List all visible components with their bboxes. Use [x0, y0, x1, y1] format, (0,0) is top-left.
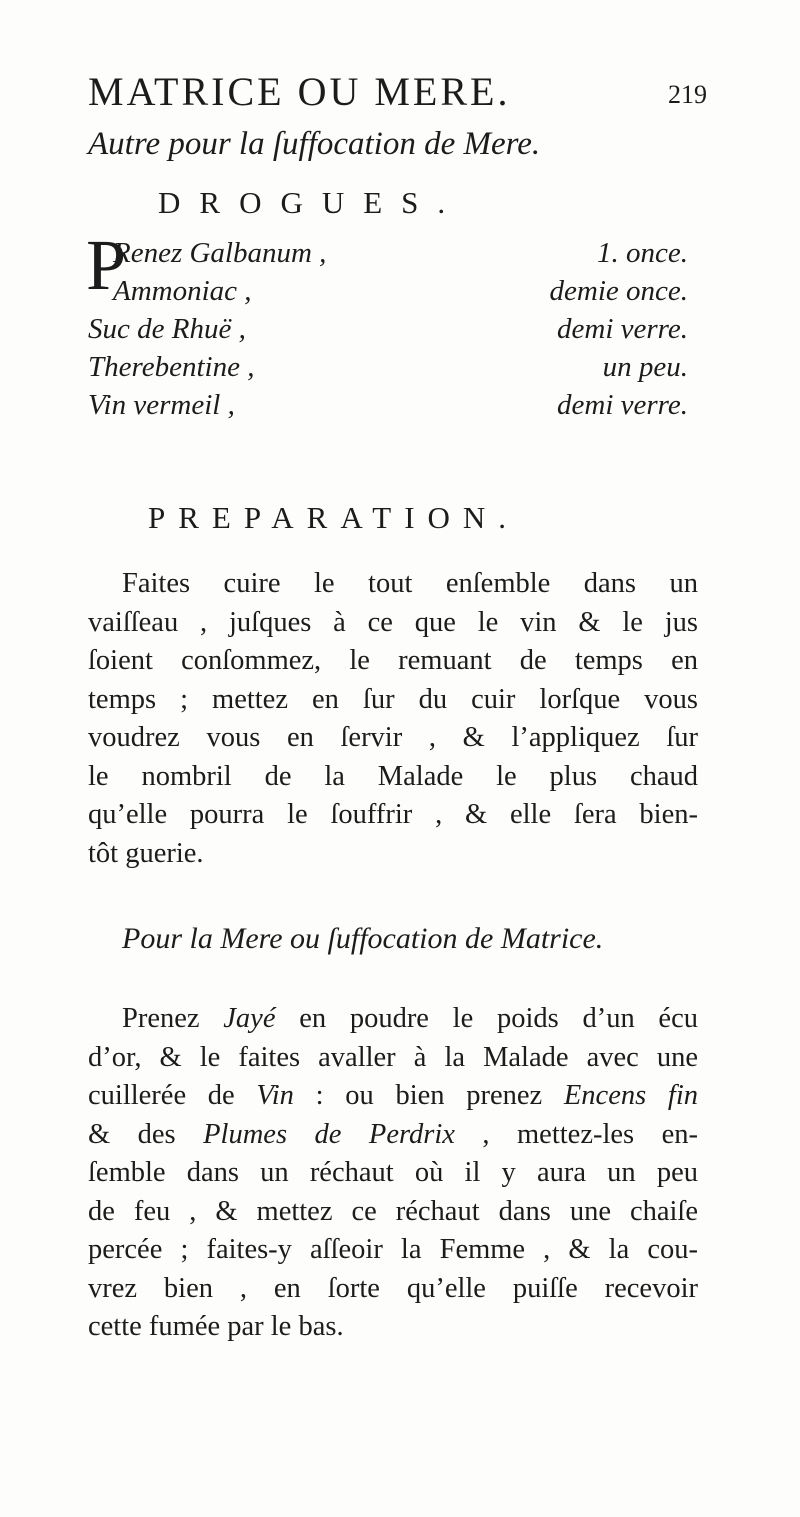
drogues-heading: DROGUES. [158, 185, 465, 220]
drug-name: Suc de Rhuë , [88, 313, 246, 345]
text-run: Prenez [122, 1003, 224, 1034]
text-line: vaiſſeau , juſques à ce que le vin & le jus [88, 606, 698, 638]
drug-name: Vin vermeil , [88, 389, 235, 421]
italic-run: Encens fin [563, 1080, 698, 1111]
recipe-title: Pour la Mere ou ſuffocation de Matrice. [122, 922, 604, 955]
recipe-paragraph [88, 1000, 698, 1347]
drug-quantity: demi verre. [557, 313, 688, 345]
text-line [88, 1154, 698, 1193]
page-number: 219 [668, 80, 707, 109]
text-line [88, 1039, 698, 1078]
text-run: vrez bien , en ſorte qu’elle puiſſe recevoir [88, 1272, 698, 1304]
text-run: en poudre le poids d’un écu [275, 1003, 698, 1034]
text-run: cuillerée de [88, 1080, 257, 1111]
drug-row [88, 275, 688, 313]
section-title: Autre pour la ſuffocation de Mere. [88, 126, 541, 162]
text-line [88, 1270, 698, 1309]
drop-cap: P [86, 225, 127, 305]
drug-name: Renez Galbanum , [113, 237, 327, 269]
italic-run: Plumes de Perdrix [203, 1118, 455, 1150]
text-run: cette fumée par le bas. [88, 1311, 344, 1342]
text-run: percée ; faites-y aſſeoir la Femme , & la cou- [88, 1234, 698, 1265]
text-run: : ou bien prenez [293, 1080, 564, 1111]
text-line [88, 1231, 698, 1270]
text-run: & des [88, 1118, 204, 1150]
text-line [88, 1308, 698, 1347]
text-run: ſemble dans un réchaut où il y aura un peu [88, 1157, 698, 1188]
drug-row [88, 389, 688, 427]
drug-quantity: demi verre. [557, 389, 688, 421]
text-line: tôt guerie. [88, 837, 204, 869]
drug-name: Ammoniac , [113, 275, 252, 307]
text-run: , mettez-les en- [454, 1118, 698, 1150]
italic-run: Jayé [223, 1003, 276, 1034]
drug-list [86, 225, 688, 427]
drug-name: Therebentine , [88, 351, 255, 383]
text-run: d’or, & le faites avaller à la Malade avec une [88, 1041, 698, 1073]
drug-quantity: un peu. [602, 351, 688, 383]
text-line: temps ; mettez en ſur du cuir lorſque vous [88, 683, 698, 715]
drug-quantity: 1. once. [597, 237, 688, 269]
text-line [88, 1000, 698, 1039]
text-line: qu’elle pourra le ſouffrir , & elle ſera bien- [88, 799, 698, 830]
text-line [88, 1077, 698, 1116]
preparation-paragraph [88, 565, 698, 873]
drug-row [88, 313, 688, 351]
text-line: voudrez vous en ſervir , & l’appliquez ſur [88, 722, 698, 753]
text-line [88, 1116, 698, 1155]
drug-quantity: demie once. [549, 275, 688, 307]
preparation-heading: PREPARATION. [148, 500, 520, 535]
text-line: ſoient conſommez, le remuant de temps en [88, 645, 698, 676]
running-head [88, 68, 728, 115]
italic-run: Vin [256, 1080, 294, 1111]
drug-row [88, 351, 688, 389]
text-run: de feu , & mettez ce réchaut dans une chaiſe [88, 1195, 698, 1227]
running-title: MATRICE OU MERE. [88, 69, 511, 114]
text-line: le nombril de la Malade le plus chaud [88, 760, 698, 792]
text-line [88, 1193, 698, 1232]
text-line: Faites cuire le tout enſemble dans un [122, 568, 698, 599]
